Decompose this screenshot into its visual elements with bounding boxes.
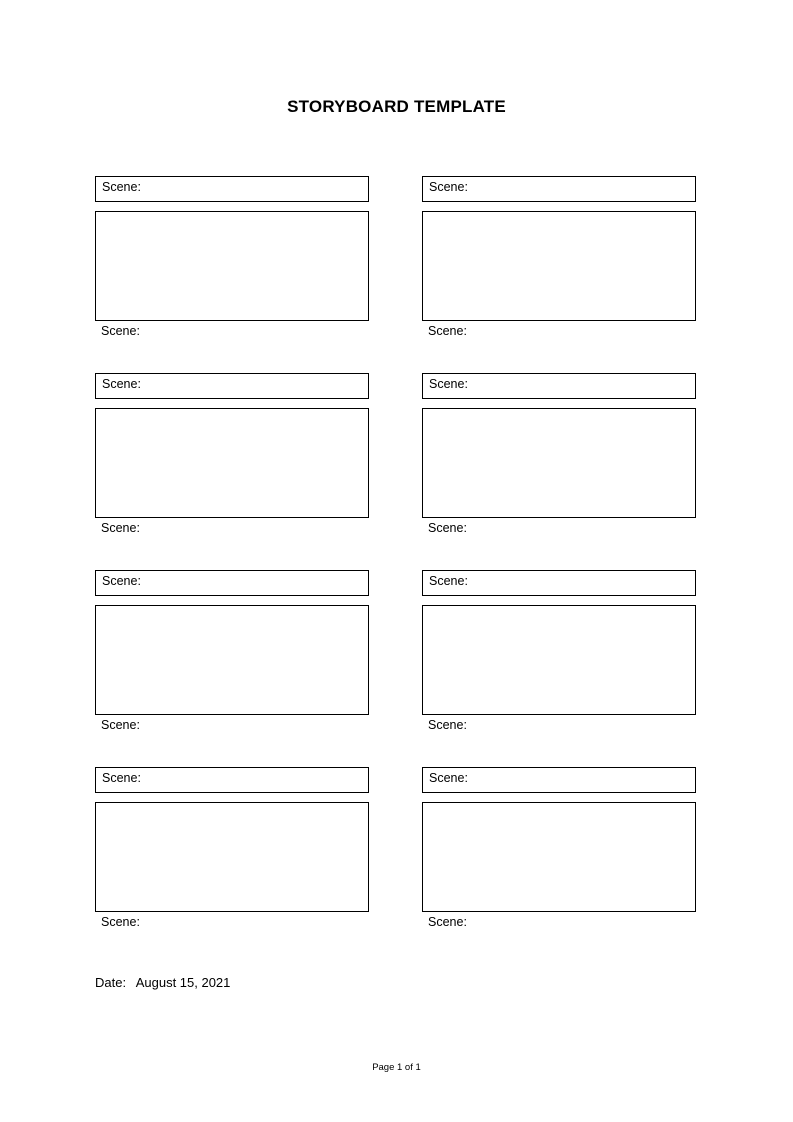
sketch-area-3[interactable] [96,409,368,517]
storyboard-frame-7 [95,767,369,937]
scene-field-bottom-6[interactable] [422,714,696,740]
scene-field-bottom-7[interactable] [95,911,369,937]
scene-label: Scene: [428,324,467,338]
storyboard-frame-8 [422,767,696,937]
sketch-panel-3 [95,408,369,543]
date-value: August 15, 2021 [135,975,231,990]
storyboard-frame-4 [422,373,696,543]
scene-label: Scene: [429,771,468,785]
scene-field-bottom-2[interactable] [422,320,696,346]
date-line [95,975,230,990]
sketch-area-2[interactable] [423,212,695,320]
scene-field-bottom-3[interactable] [95,517,369,543]
scene-field-top-8[interactable] [422,767,696,793]
scene-field-bottom-5[interactable] [95,714,369,740]
scene-field-top-2[interactable] [422,176,696,202]
page-footer: Page 1 of 1 [372,1062,421,1073]
scene-label: Scene: [428,718,467,732]
scene-field-top-6[interactable] [422,570,696,596]
storyboard-grid [95,176,696,937]
sketch-area-4[interactable] [423,409,695,517]
scene-field-bottom-8[interactable] [422,911,696,937]
scene-label: Scene: [428,521,467,535]
scene-label: Scene: [101,718,140,732]
sketch-area-8[interactable] [423,803,695,911]
scene-label: Scene: [429,574,468,588]
storyboard-frame-2 [422,176,696,346]
scene-field-top-3[interactable] [95,373,369,399]
sketch-panel-4 [422,408,696,543]
scene-field-bottom-4[interactable] [422,517,696,543]
storyboard-frame-1 [95,176,369,346]
scene-label: Scene: [102,180,141,194]
sketch-area-1[interactable] [96,212,368,320]
scene-field-top-4[interactable] [422,373,696,399]
storyboard-frame-5 [95,570,369,740]
scene-field-top-7[interactable] [95,767,369,793]
scene-label: Scene: [102,377,141,391]
sketch-panel-5 [95,605,369,740]
scene-label: Scene: [429,180,468,194]
scene-label: Scene: [102,771,141,785]
scene-label: Scene: [101,324,140,338]
scene-field-top-5[interactable] [95,570,369,596]
sketch-area-5[interactable] [96,606,368,714]
sketch-area-7[interactable] [96,803,368,911]
scene-label: Scene: [428,915,467,929]
sketch-panel-7 [95,802,369,937]
storyboard-frame-3 [95,373,369,543]
sketch-area-6[interactable] [423,606,695,714]
scene-label: Scene: [101,521,140,535]
sketch-panel-2 [422,211,696,346]
sketch-panel-8 [422,802,696,937]
date-label: Date: [95,975,127,990]
storyboard-frame-6 [422,570,696,740]
sketch-panel-1 [95,211,369,346]
page-title: STORYBOARD TEMPLATE [287,97,506,116]
scene-label: Scene: [429,377,468,391]
scene-label: Scene: [102,574,141,588]
sketch-panel-6 [422,605,696,740]
scene-label: Scene: [101,915,140,929]
scene-field-bottom-1[interactable] [95,320,369,346]
scene-field-top-1[interactable] [95,176,369,202]
